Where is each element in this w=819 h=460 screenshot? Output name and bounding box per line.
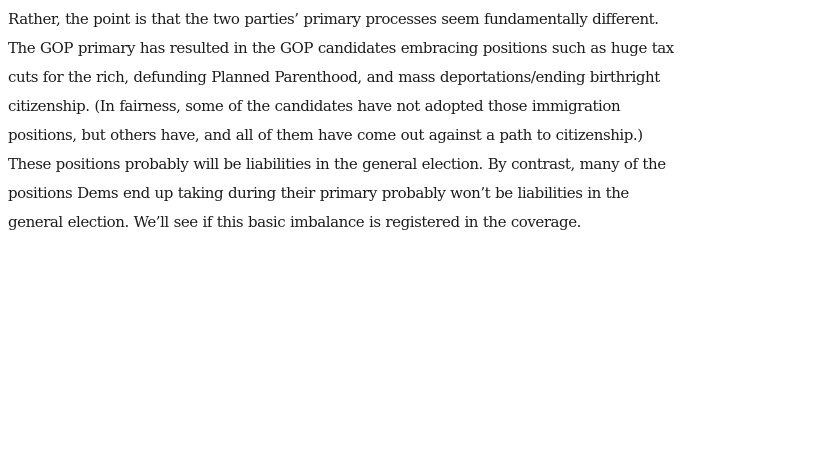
paragraph-line: positions, but others have, and all of them have come out against a path to citizenship.) bbox=[8, 126, 643, 144]
paragraph-line: general election. We’ll see if this basic imbalance is registered in the coverage. bbox=[8, 213, 581, 231]
paragraph-line: citizenship. (In fairness, some of the candidates have not adopted those immigration bbox=[8, 97, 621, 115]
paragraph-line: cuts for the rich, defunding Planned Parenthood, and mass deportations/ending birthright bbox=[8, 68, 660, 86]
paragraph-line: These positions probably will be liabilities in the general election. By contrast, many of the bbox=[8, 155, 666, 173]
paragraph-line: positions Dems end up taking during their primary probably won’t be liabilities in the bbox=[8, 184, 629, 202]
paragraph-line: Rather, the point is that the two parties’ primary processes seem fundamentally different. bbox=[8, 10, 659, 28]
article-body bbox=[8, 5, 813, 237]
article-paragraph bbox=[8, 5, 813, 237]
paragraph-line: The GOP primary has resulted in the GOP candidates embracing positions such as huge tax bbox=[8, 39, 674, 57]
